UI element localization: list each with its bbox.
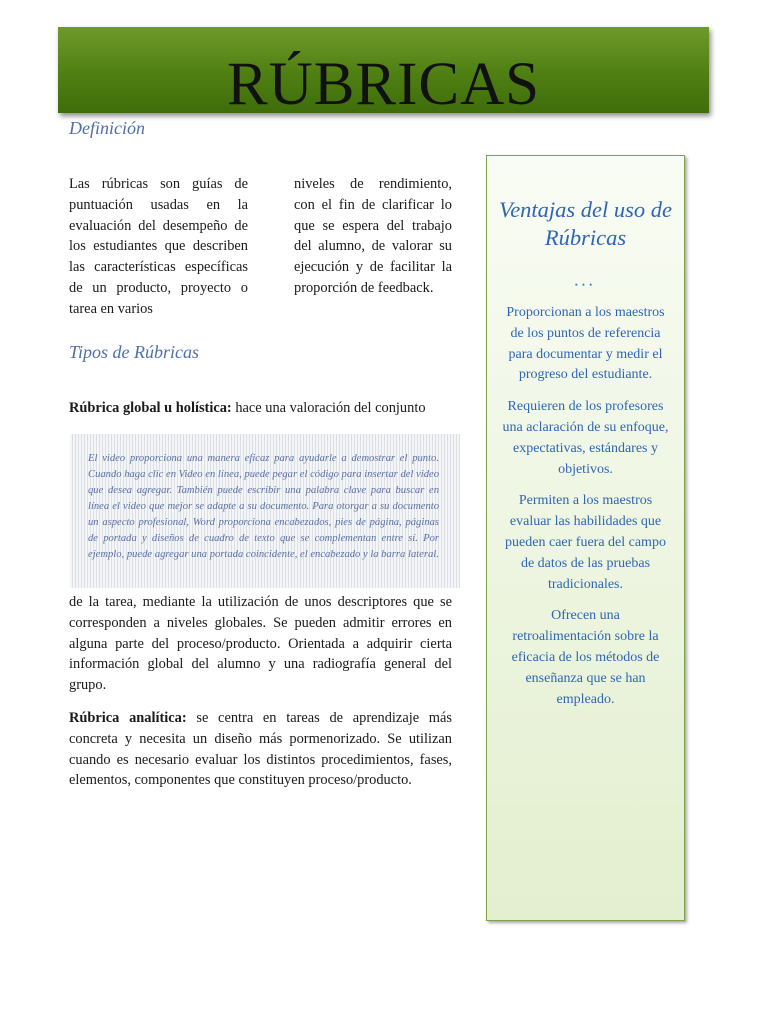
rubrica-analitica-label: Rúbrica analítica: <box>69 710 187 726</box>
sidebar-item: Requieren de los profesores una aclaración de su enfoque, expectativas, estándares y objetivos. <box>502 399 669 477</box>
sidebar-items <box>501 303 670 721</box>
definicion-column-1: Las rúbricas son guías de puntuación usadas en la evaluación del desempeño de los estudiantes que describen las características específicas de un producto, proyecto o tarea en varios <box>69 176 248 317</box>
definicion-column-2: niveles de rendimiento, con el fin de clarificar lo que se espera del trabajo del alumno, de valorar su ejecución y de facilitar la proporción de feedback. <box>294 176 452 296</box>
page-title: RÚBRICAS <box>226 51 541 118</box>
rubrica-global-label: Rúbrica global u holística: <box>69 400 232 416</box>
sidebar-item: Permiten a los maestros evaluar las habilidades que pueden caer fuera del campo de datos de las pruebas tradicionales. <box>505 493 666 592</box>
title-banner <box>58 27 709 118</box>
rubrica-analitica-text: se centra en tareas de aprendizaje más concreta y necesita un diseño más pormenorizado. Se utilizan cuando es necesario evaluar los distintos procedimientos, fases, elementos, componentes que constituyen proceso/producto. <box>69 710 452 789</box>
sidebar-item: Ofrecen una retroalimentación sobre la eficacia de los métodos de enseñanza que se han empleado. <box>511 608 660 707</box>
rubrica-global-text: hace una valoración del conjunto <box>231 400 426 416</box>
sidebar-title: Ventajas del uso de Rúbricas <box>498 197 673 250</box>
sidebar-item: Proporcionan a los maestros de los puntos de referencia para documentar y medir el progreso del estudiante. <box>506 305 665 383</box>
pull-quote-box <box>70 434 460 588</box>
rubrica-global-paragraph <box>69 398 452 419</box>
definicion-heading: Definición <box>69 118 145 138</box>
sidebar-dots-divider: ••• <box>574 280 597 290</box>
ventajas-sidebar <box>486 155 685 921</box>
rubrica-global-continuation: de la tarea, mediante la utilización de unos descriptores que se corresponden a niveles globales. Se pueden admitir errores en alguna parte del proceso/producto. Orientada a adquirir cierta información global del alumno y una radiografía general del grupo. <box>69 594 452 694</box>
pull-quote-text: El video proporciona una manera eficaz para ayudarle a demostrar el punto. Cuando haga clic en Video en línea, puede pegar el código para insertar del video que desea agregar. También puede escribir una palabra clave para buscar en línea el video que mejor se adapte a su documento. Para otorgar a su documento un aspecto profesional, Word proporciona encabezados, pies de página, páginas de portada y diseños de cuadro de texto que se complementan entre sí. Por ejemplo, puede agregar una portada coincidente, el encabezado y la barra lateral. <box>88 453 439 560</box>
tipos-heading: Tipos de Rúbricas <box>69 342 200 362</box>
rubrica-analitica-paragraph <box>69 708 452 791</box>
